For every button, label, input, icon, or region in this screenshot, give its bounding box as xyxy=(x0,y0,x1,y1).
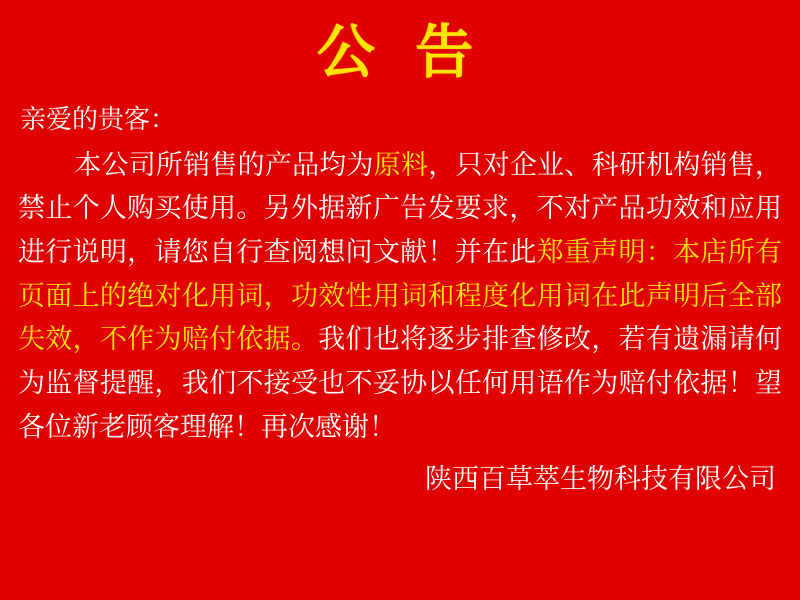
highlight-solemn-declaration: 郑重声明：本店所有页面上的绝对化用词，功效性用词和程度化用词在此声明后全部失效，不作为赔付依据。 xyxy=(18,236,783,356)
highlight-raw-material: 原料 xyxy=(373,149,429,181)
body-segment-5: 我们也将逐步排查修改，若有遗漏请何为监督提醒，我们不接受也不妥协以任何用语作为赔付依据！望各位新老顾客理解！再次感谢！ xyxy=(18,324,783,443)
company-signature: 陕西百草萃生物科技有限公司 xyxy=(425,463,776,495)
body-segment-3: ，只对企业、科研机构销售，禁止个人购买使用。另外据新广告发要求，不对产品功效和应用进行说明，请您自行查阅想问文献！并在此 xyxy=(18,149,783,268)
salutation-text: 亲爱的贵客： xyxy=(20,104,177,135)
page-title: 公 告 xyxy=(316,18,484,86)
announcement-body xyxy=(18,144,782,450)
body-segment-1: 本公司所销售的产品均为 xyxy=(74,149,374,181)
